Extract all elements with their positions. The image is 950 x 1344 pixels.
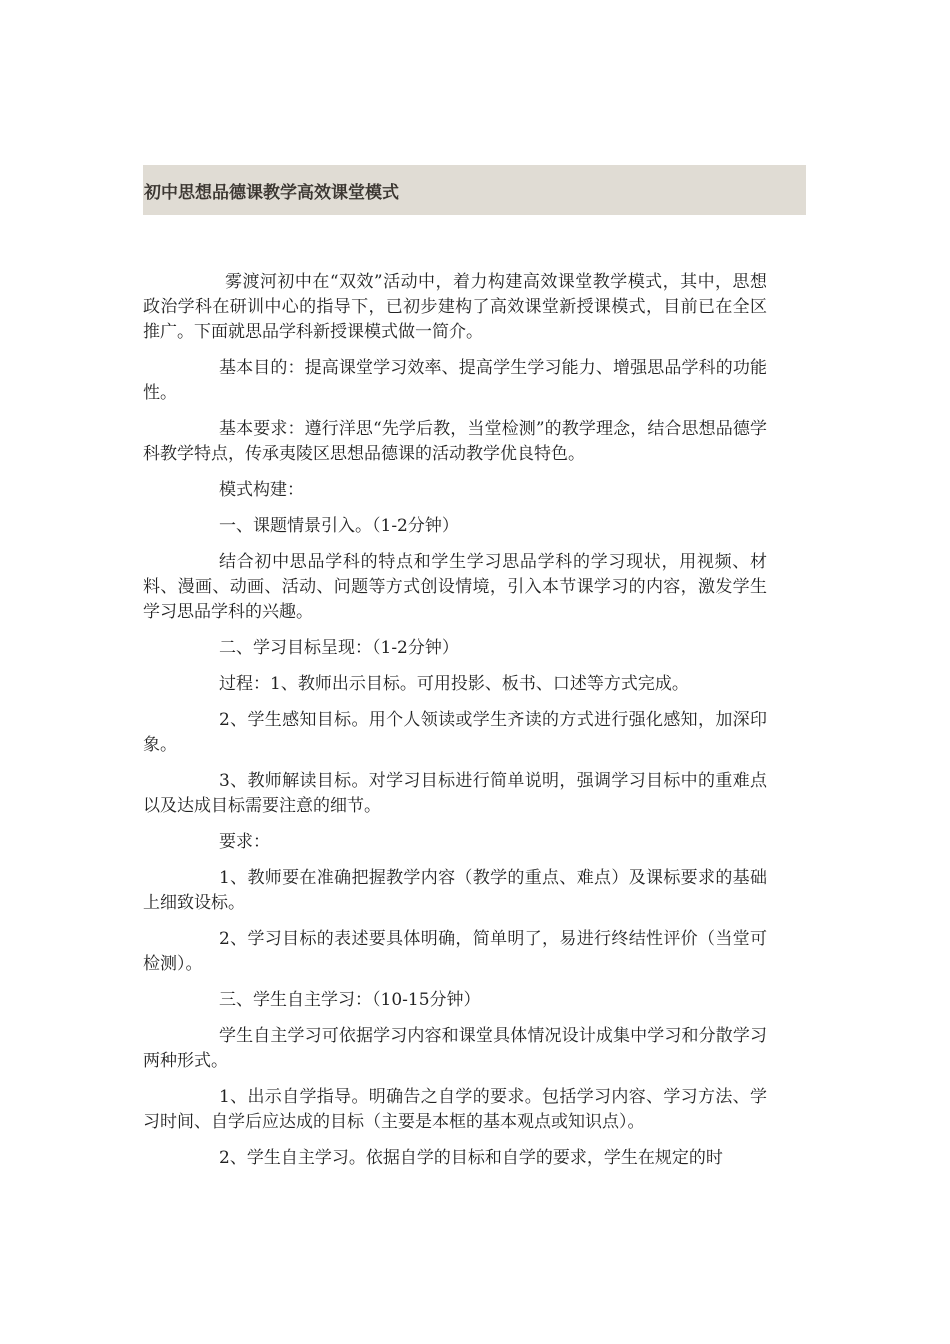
document-body [143, 270, 767, 1182]
paragraph-process-3: 3、教师解读目标。对学习目标进行简单说明，强调学习目标中的重难点以及达成目标需要注意的细节。 [143, 771, 767, 816]
paragraph-requirement-2: 2、学习目标的表述要具体明确，简单明了，易进行终结性评价（当堂可检测）。 [143, 929, 767, 974]
paragraph-process-2: 2、学生感知目标。用个人领读或学生齐读的方式进行强化感知，加深印象。 [143, 710, 767, 755]
paragraph-model-heading: 模式构建： [219, 480, 304, 500]
paragraph-basic-requirement: 基本要求：遵行洋思“先学后教，当堂检测”的教学理念，结合思想品德学科教学特点，传承夷陵区思想品德课的活动教学优良特色。 [143, 419, 767, 464]
title-banner [143, 165, 806, 215]
document-title: 初中思想品德课教学高效课堂模式 [144, 182, 399, 203]
paragraph-intro: 雾渡河初中在“双效”活动中，着力构建高效课堂教学模式，其中，思想政治学科在研训中心的指导下，已初步建构了高效课堂新授课模式，目前已在全区推广。下面就思品学科新授课模式做一简介。 [143, 272, 767, 342]
paragraph-section-three: 三、学生自主学习：（10-15分钟） [219, 990, 481, 1010]
paragraph-process-1: 过程：1、教师出示目标。可用投影、板书、口述等方式完成。 [219, 674, 689, 694]
paragraph-basic-goal: 基本目的：提高课堂学习效率、提高学生学习能力、增强思品学科的功能性。 [143, 358, 767, 403]
paragraph-section-three-body: 学生自主学习可依据学习内容和课堂具体情况设计成集中学习和分散学习两种形式。 [143, 1026, 767, 1071]
paragraph-section-one: 一、课题情景引入。（1-2分钟） [219, 516, 459, 536]
paragraph-self-study-1: 1、出示自学指导。明确告之自学的要求。包括学习内容、学习方法、学习时间、自学后应达成的目标（主要是本框的基本观点或知识点）。 [143, 1087, 767, 1132]
paragraph-section-one-body: 结合初中思品学科的特点和学生学习思品学科的学习现状，用视频、材料、漫画、动画、活动、问题等方式创设情境，引入本节课学习的内容，激发学生学习思品学科的兴趣。 [143, 552, 767, 622]
paragraph-requirements-heading: 要求： [219, 832, 270, 852]
paragraph-requirement-1: 1、教师要在准确把握教学内容（教学的重点、难点）及课标要求的基础上细致设标。 [143, 868, 767, 913]
paragraph-section-two: 二、学习目标呈现：（1-2分钟） [219, 638, 459, 658]
paragraph-self-study-2: 2、学生自主学习。依据自学的目标和自学的要求，学生在规定的时 [219, 1148, 723, 1168]
